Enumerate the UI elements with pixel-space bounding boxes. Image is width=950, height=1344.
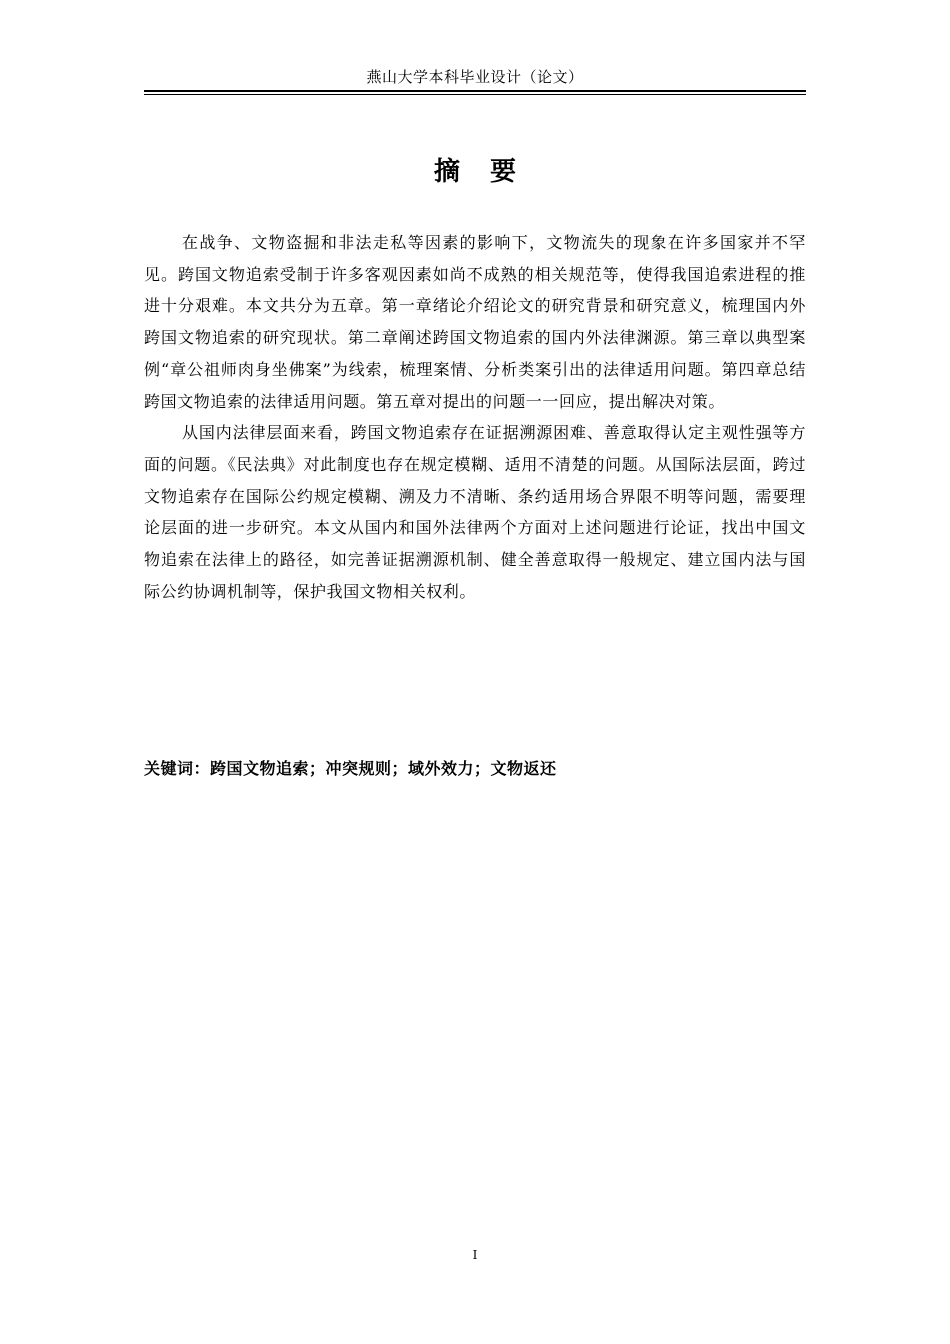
- keywords-line: 关键词：跨国文物追索；冲突规则；域外效力；文物返还: [144, 759, 557, 778]
- page-number: I: [472, 1248, 478, 1262]
- running-header: 燕山大学本科毕业设计（论文）: [366, 68, 584, 86]
- abstract-title: 摘要: [433, 157, 546, 187]
- abstract-paragraph-2: 从国内法律层面来看，跨国文物追索存在证据溯源困难、善意取得认定主观性强等方面的问题。《民法典》对此制度也存在规定模糊、适用不清楚的问题。从国际法层面，跨过文物追索存在国际公约规定模糊、溯及力不清晰、条约适用场合界限不明等问题，需要理论层面的进一步研究。本文从国内和国外法律两个方面对上述问题进行论证，找出中国文物追索在法律上的路径，如完善证据溯源机制、健全善意取得一般规定、建立国内法与国际公约协调机制等，保护我国文物相关权利。: [144, 423, 806, 601]
- header-rule-thin: [144, 94, 806, 95]
- header-rule-thick: [144, 90, 806, 92]
- abstract-paragraph-1: 在战争、文物盗掘和非法走私等因素的影响下，文物流失的现象在许多国家并不罕见。跨国文物追索受制于许多客观因素如尚不成熟的相关规范等，使得我国追索进程的推进十分艰难。本文共分为五章。第一章绪论介绍论文的研究背景和研究意义，梳理国内外跨国文物追索的研究现状。第二章阐述跨国文物追索的国内外法律渊源。第三章以典型案例“章公祖师肉身坐佛案”为线索，梳理案情、分析类案引出的法律适用问题。第四章总结跨国文物追索的法律适用问题。第五章对提出的问题一一回应，提出解决对策。: [144, 233, 806, 411]
- abstract-body: [144, 227, 806, 607]
